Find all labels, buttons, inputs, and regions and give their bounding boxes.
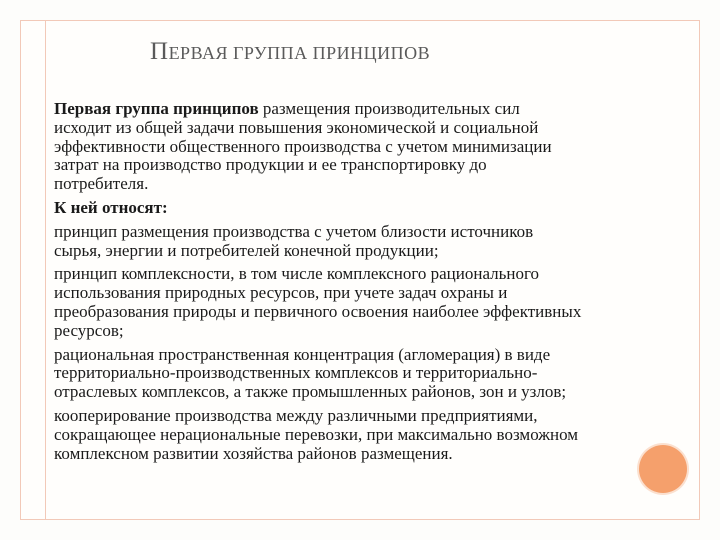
list-item-line: сырья, энергии и потребителей конечной продукции; [54, 240, 439, 260]
list-item-line: преобразования природы и первичного освоения наиболее эффективных [54, 301, 582, 321]
slide-left-rule [20, 20, 46, 520]
list-item-line: территориально-производственных комплексов и территориально- [54, 363, 538, 383]
slide-title [150, 38, 430, 66]
intro-line: исходит из общей задачи повышения экономической и социальной [54, 117, 539, 137]
list-item [54, 407, 694, 463]
list-item-line: отраслевых комплексов, а также промышленных районов, зон и узлов; [54, 382, 567, 402]
list-item [54, 265, 694, 340]
list-item-line: рациональная пространственная концентрация (агломерация) в виде [54, 344, 551, 364]
decorative-circle [639, 445, 687, 493]
list-item [54, 346, 694, 402]
subheading: К ней относят: [54, 197, 168, 217]
list-item-line: ресурсов; [54, 320, 124, 340]
slide-content [54, 100, 694, 468]
list-item-line: принцип комплексности, в том числе комплексного рационального [54, 264, 540, 284]
slide-title-rest: ЕРВАЯ ГРУППА ПРИНЦИПОВ [168, 43, 431, 63]
list-item-line: комплексном развитии хозяйства районов размещения. [54, 443, 453, 463]
list-item-line: кооперирование производства между различными предприятиями, [54, 405, 538, 425]
intro-line [54, 100, 694, 119]
intro-line-rest: размещения производительных сил [258, 99, 520, 118]
intro-line: затрат на производство продукции и ее транспортировку до [54, 155, 487, 175]
list-item-line: принцип размещения производства с учетом близости источников [54, 221, 534, 241]
intro-line: потребителя. [54, 174, 149, 194]
intro-paragraph [54, 100, 694, 194]
list-item-line: использования природных ресурсов, при учете задач охраны и [54, 283, 508, 303]
intro-line: эффективности общественного производства с учетом минимизации [54, 136, 552, 156]
slide-title-initial: П [150, 38, 169, 65]
list-item [54, 223, 694, 261]
intro-bold-lead: Первая группа принципов [54, 99, 259, 118]
list-item-line: сокращающее нерациональные перевозки, при максимально возможном [54, 424, 579, 444]
